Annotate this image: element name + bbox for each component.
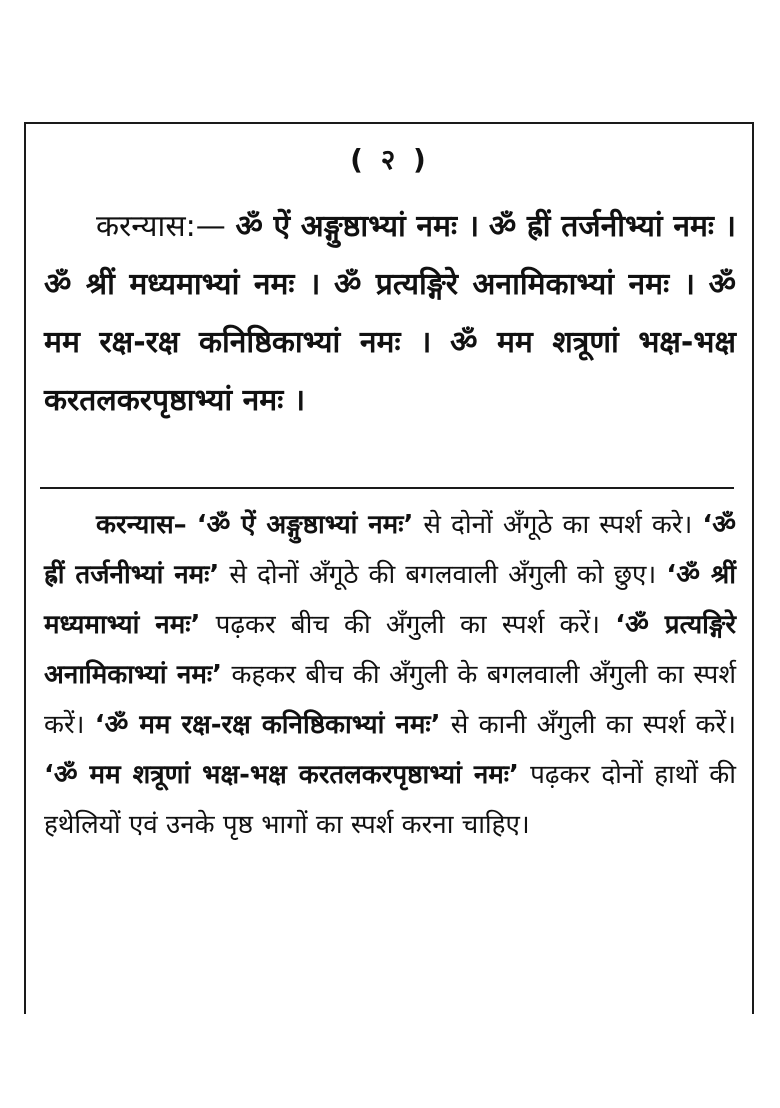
mantra-ring-finger: ॐ प्रत्यङ्गिरे अनामिकाभ्यां नमः । [333, 267, 696, 302]
quote-index-finger: ‘ॐ ह्रीं तर्जनीभ्यां नमः’ [44, 510, 736, 590]
quote-middle-finger: ‘ॐ श्रीं मध्यमाभ्यां नमः’ [44, 560, 736, 640]
explanation-label: करन्यास– [96, 510, 187, 540]
instruction-palm: पढ़कर दोनों हाथों की हथेलियों एवं उनके पृष्ठ भागों का स्पर्श करना चाहिए। [44, 760, 736, 840]
instruction-little-finger: से कानी अँगुली का स्पर्श करें। [450, 710, 737, 740]
instruction-ring-finger: कहकर बीच की अँगुली के बगलवाली अँगुली का स्पर्श करें। [44, 660, 736, 740]
mantra-little-finger: ॐ मम रक्ष-रक्ष कनिष्ठिकाभ्यां नमः । [44, 267, 736, 360]
mantra-palm: ॐ मम शत्रूणां भक्ष-भक्ष करतलकरपृष्ठाभ्यां नमः । [44, 325, 736, 418]
mantra-label: करन्यास:— [96, 209, 226, 244]
instruction-middle-finger: पढ़कर बीच की अँगुली का स्पर्श करें। [215, 610, 601, 640]
quote-ring-finger: ‘ॐ प्रत्यङ्गिरे अनामिकाभ्यां नमः’ [44, 610, 737, 690]
page-number: ( २ ) [350, 143, 430, 176]
quote-little-finger: ‘ॐ मम रक्ष-रक्ष कनिष्ठिकाभ्यां नमः’ [94, 710, 441, 740]
instruction-thumb: से दोनों अँगूठे का स्पर्श करे। [423, 510, 693, 540]
explanation-paragraph [44, 500, 736, 850]
mantra-thumb: ॐ ऐं अङ्गुष्ठाभ्यां नमः । [235, 209, 480, 244]
quote-palm: ‘ॐ मम शत्रूणां भक्ष-भक्ष करतलकरपृष्ठाभ्यां नमः’ [44, 760, 519, 790]
section-divider [40, 487, 734, 489]
quote-thumb: ‘ॐ ऐं अङ्गुष्ठाभ्यां नमः’ [196, 510, 414, 540]
mantra-middle-finger: ॐ श्रीं मध्यमाभ्यां नमः । [44, 267, 321, 302]
mantra-index-finger: ॐ ह्रीं तर्जनीभ्यां नमः । [488, 209, 737, 244]
mantra-paragraph [44, 198, 736, 430]
instruction-index-finger: से दोनों अँगूठे की बगलवाली अँगुली को छुए। [229, 560, 657, 590]
